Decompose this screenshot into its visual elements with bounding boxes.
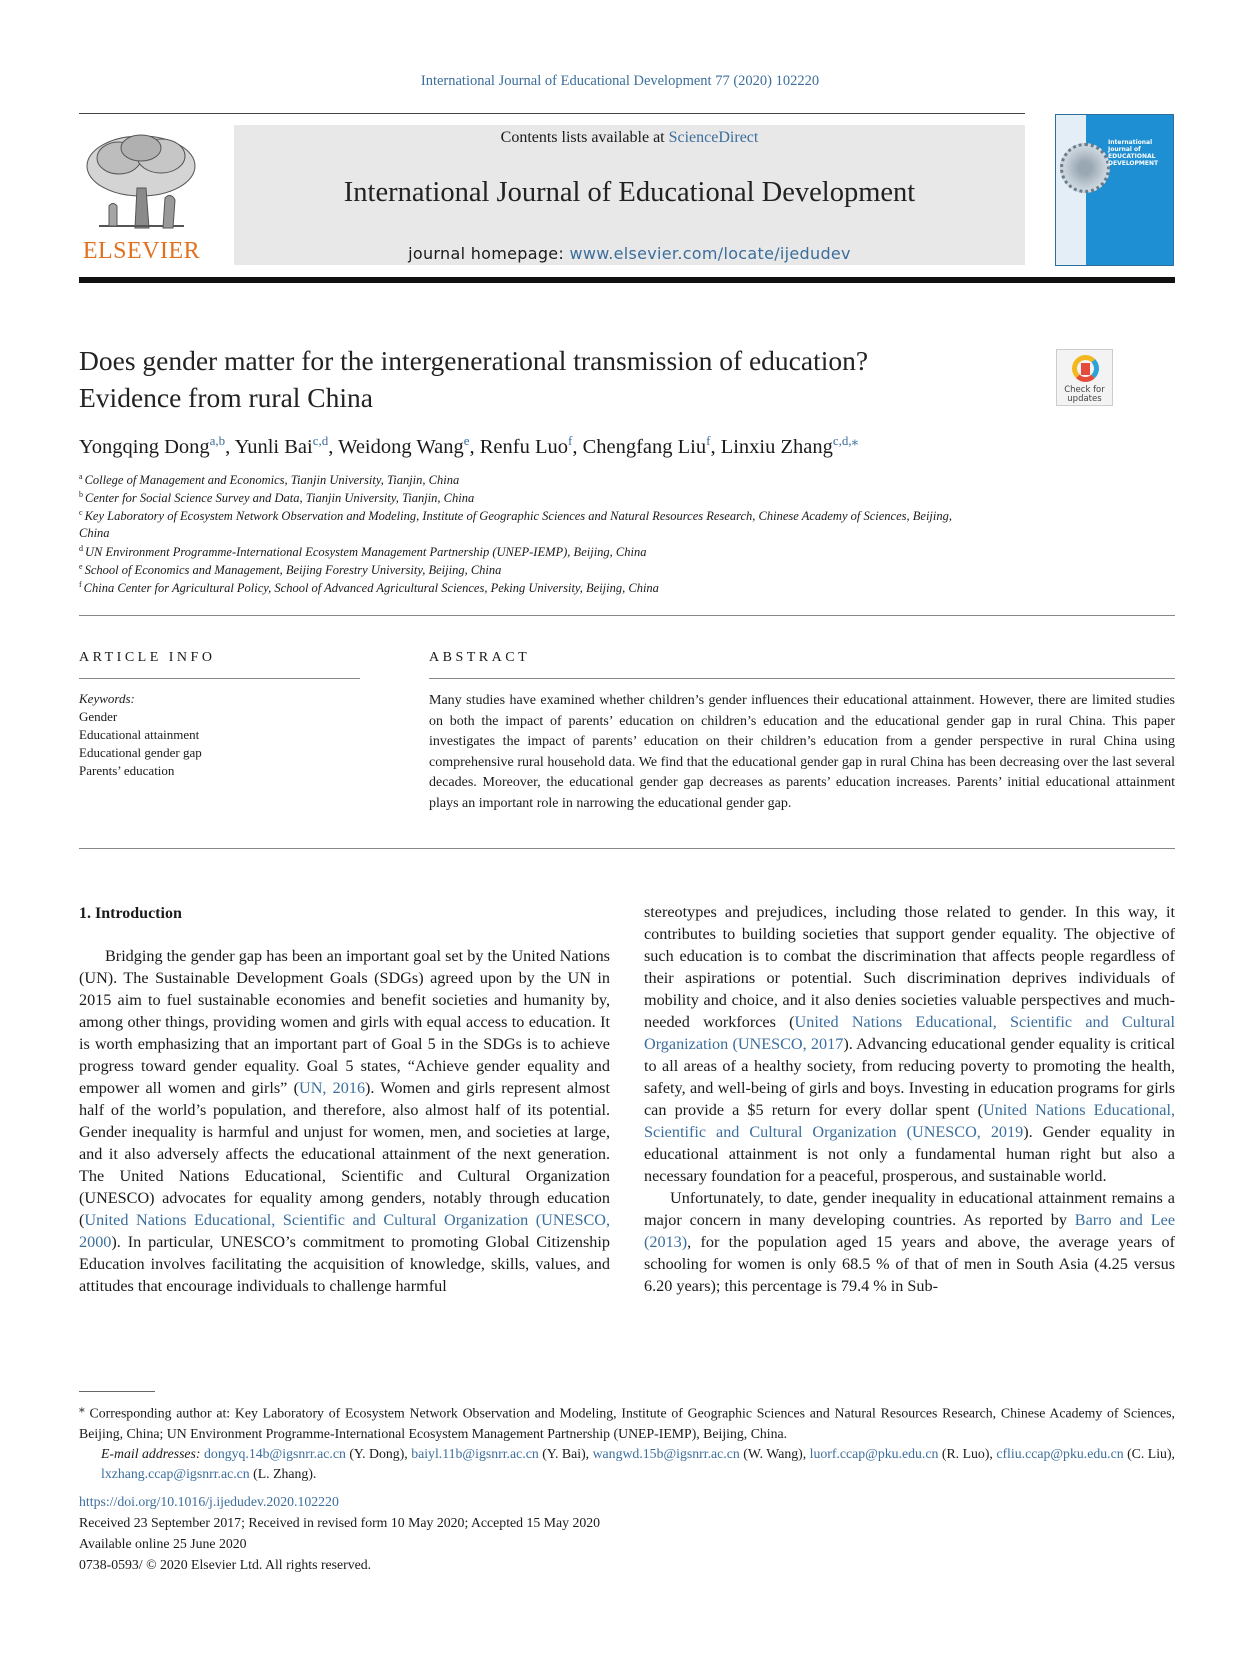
keyword-item: Educational attainment [79, 727, 200, 742]
affiliation-ref[interactable]: c,d [312, 433, 329, 448]
body-paragraph: stereotypes and prejudices, including those related to gender. In this way, it contributes to building societies that support gender equality. The objective of such education is to combat the discrimination that affects people regardless of their aspirations or potential. Such discrimination deprives individuals of mobility and choice, and it also denies societies valuable perspectives and much-needed workforces (United Nations Educational, Scientific and Cultural Organization (UNESCO, 2017). Advancing educational gender equality is critical to all areas of a healthy society, from reducing poverty to promoting the health, safety, and well-being of girls and boys. Investing in education programs for girls can provide a $5 return for every dollar spent (United Nations Educational, Scientific and Cultural Organization (UNESCO, 2019). Gender equality in educational attainment is not only a fundamental human right but also a necessary foundation for a peaceful, prosperous, and sustainable world. [644, 903, 1175, 1185]
abstract-heading: ABSTRACT [429, 650, 531, 665]
email-link[interactable]: lxzhang.ccap@igsnrr.ac.cn [101, 1465, 250, 1481]
corresponding-author-mark[interactable]: ⁎ [851, 433, 859, 448]
elsevier-wordmark: ELSEVIER [82, 238, 201, 264]
citation-link[interactable]: UN, 2016 [299, 1079, 366, 1097]
cover-emblem-icon [1060, 143, 1110, 193]
author-name: Yongqing Dong [79, 436, 210, 458]
email-addresses: E-mail addresses: dongyq.14b@igsnrr.ac.cn (Y. Dong), baiyl.11b@igsnrr.ac.cn (Y. Bai), wangwd.15b@igsnrr.ac.cn (W. Wang), luorf.ccap@pku.edu.cn (R. Luo), cfliu.ccap@pku.edu.cn (C. Liu), lxzhang.ccap@igsnrr.ac.cn (L. Zhang). [101, 1445, 1175, 1481]
article-title: Does gender matter for the intergenerational transmission of education? Evidence from rural China [79, 345, 869, 413]
affiliation-a: $^a$ College of Management and Economics, Tianjin University, Tianjin, China [79, 472, 460, 487]
crossmark-label: Check for updates [1064, 385, 1105, 404]
abstract-text: Many studies have examined whether children’s gender influences their educational attainment. However, there are limited studies on both the impact of parents’ education on children’s education and the educational gender gap in rural China. This paper investigates the impact of parents’ education on their children’s education from a gender perspective in rural China using comprehensive rural household data. We find that the educational gender gap in rural China has been decreasing over the last several decades. Moreover, the educational gender gap decreases as parents’ education increases. Parents’ initial educational attainment plays an important role in narrowing the educational gender gap. [429, 693, 1175, 811]
affiliations-rule [79, 615, 1175, 616]
copyright-line: 0738-0593/ © 2020 Elsevier Ltd. All rights reserved. [79, 1557, 372, 1572]
affiliation-b: $^b$ Center for Social Science Survey and Data, Tianjin University, Tianjin, China [79, 490, 475, 505]
available-online-date: Available online 25 June 2020 [79, 1536, 247, 1551]
author-name: Yunli Bai [234, 436, 313, 458]
body-paragraph: Bridging the gender gap has been an important goal set by the United Nations (UN). The Sustainable Development Goals (SDGs) agreed upon by the UN in 2015 aim to fuel sustainable economies and benefit societies and humanity by, among other things, providing women and girls with equal access to education. It is worth emphasizing that an important part of Goal 5 in the SDGs is to achieve progress toward gender equality. Goal 5 states, “Achieve gender equality and empower all women and girls” (UN, 2016). Women and girls represent almost half of the world’s population, and therefore, also almost half of its potential. Gender inequality is harmful and unjust for women, men, and societies at large, and it also adversely affects the educational attainment of the next generation. The United Nations Educational, Scientific and Cultural Organization (UNESCO) advocates for equality among genders, notably through education (United Nations Educational, Scientific and Cultural Organization (UNESCO, 2000). In particular, UNESCO’s commitment to promoting Global Citizenship Education involves facilitating the acquisition of knowledge, skills, values, and attitudes that encourage individuals to challenge harmful [79, 947, 610, 1295]
affiliation-ref[interactable]: c,d, [832, 433, 852, 448]
body-paragraph: Unfortunately, to date, gender inequality in educational attainment remains a major concern in many developing countries. As reported by Barro and Lee (2013), for the population aged 15 years and above, the average years of schooling for women is only 68.5 % of that of men in South Asia (4.25 versus 6.20 years); this percentage is 79.4 % in Sub- [644, 1189, 1175, 1295]
section-heading-introduction: 1. Introduction [79, 905, 182, 922]
affiliation-e: $^e$ School of Economics and Management, Beijing Forestry University, Beijing, China [79, 562, 502, 577]
affiliation-ref[interactable]: f [567, 433, 573, 448]
email-link[interactable]: luorf.ccap@pku.edu.cn [809, 1445, 939, 1461]
masthead-rule [79, 277, 1175, 283]
journal-reference[interactable]: International Journal of Educational Development 77 (2020) 102220 [420, 73, 820, 89]
keyword-item: Gender [79, 709, 118, 724]
sciencedirect-link[interactable]: ScienceDirect [668, 129, 759, 146]
author-name: Chengfang Liu [582, 436, 707, 458]
author-list: Yongqing Dong$^{a,b}$, Yunli Bai$^{c,d}$, Weidong Wang$^e$, Renfu Luo$^f$, Chengfang Liu$^f$, Linxiu Zhang$^{c,d,⁎}$ [79, 433, 859, 458]
author-name: Linxiu Zhang [720, 436, 833, 458]
header-rule [79, 113, 1025, 114]
affiliation-ref[interactable]: a,b [209, 433, 226, 448]
affiliation-ref[interactable]: e [463, 433, 470, 448]
author-name: Weidong Wang [338, 436, 464, 458]
article-info-heading: ARTICLE INFO [79, 650, 216, 665]
body-column-right [644, 901, 1175, 1297]
journal-masthead [234, 125, 1025, 265]
abstract-bottom-rule [79, 848, 1175, 849]
elsevier-logo[interactable] [79, 128, 204, 265]
journal-cover-thumbnail[interactable] [1055, 114, 1174, 266]
affiliation-ref[interactable]: f [706, 433, 711, 448]
journal-title: International Journal of Educational Development [343, 177, 916, 208]
email-link[interactable]: dongyq.14b@igsnrr.ac.cn [204, 1445, 346, 1461]
affiliation-d: $^d$ UN Environment Programme-International Ecosystem Management Partnership (UNEP-IEMP), Beijing, China [79, 544, 647, 559]
citation-link[interactable]: Barro and Lee (2013) [644, 1211, 1175, 1251]
email-link[interactable]: cfliu.ccap@pku.edu.cn [996, 1445, 1124, 1461]
body-column-left [79, 945, 610, 1297]
email-link[interactable]: baiyl.11b@igsnrr.ac.cn [411, 1445, 539, 1461]
affiliation-c-continued: China [79, 526, 110, 540]
tree-engraving-icon [79, 128, 204, 236]
footnote-rule [79, 1391, 155, 1392]
citation-link[interactable]: United Nations Educational, Scientific and Cultural Organization (UNESCO, 2019 [644, 1101, 1175, 1141]
doi-link[interactable]: https://doi.org/10.1016/j.ijedudev.2020.102220 [79, 1494, 339, 1509]
affiliation-f: $^f$ China Center for Agricultural Policy, School of Advanced Agricultural Sciences, Peking University, Beijing, China [79, 580, 659, 595]
footnote-mark: ⁎ [79, 1403, 85, 1415]
citation-link[interactable]: United Nations Educational, Scientific and Cultural Organization (UNESCO, 2017 [644, 1013, 1175, 1053]
journal-homepage-line: journal homepage: www.elsevier.com/locate/ijedudev [408, 244, 851, 263]
received-dates: Received 23 September 2017; Received in revised form 10 May 2020; Accepted 15 May 2020 [79, 1515, 601, 1530]
affiliation-c: $^c$ Key Laboratory of Ecosystem Network Observation and Modeling, Institute of Geographic Sciences and Natural Resources Research, Chinese Academy of Sciences, Beijing, [79, 508, 952, 523]
article-info-rule [79, 678, 360, 679]
keyword-item: Parents’ education [79, 763, 175, 778]
abstract-rule [429, 678, 1175, 679]
corresponding-author-footnote: ⁎ Corresponding author at: Key Laboratory of Ecosystem Network Observation and Modeling, Institute of Geographic Sciences and Natural Resources Research, Chinese Academy of Sciences, Beijing, China; UN Environment Programme-International Ecosystem Management Partnership (UNEP-IEMP), Beijing, China. E-mail addresses: dongyq.14b@igsnrr.ac.cn (Y. Dong), baiyl.11b@igsnrr.ac.cn (Y. Bai), wangwd.15b@igsnrr.ac.cn (W. Wang), luorf.ccap@pku.edu.cn (R. Luo), cfliu.ccap@pku.edu.cn (C. Liu), lxzhang.ccap@igsnrr.ac.cn (L. Zhang). [79, 1399, 1175, 1484]
keyword-item: Educational gender gap [79, 745, 202, 760]
contents-available-line: Contents lists available at ScienceDirect [500, 129, 759, 146]
author-name: Renfu Luo [479, 436, 568, 458]
citation-link[interactable]: United Nations Educational, Scientific and Cultural Organization (UNESCO, 2000 [79, 1211, 610, 1251]
cover-title: International Journal of EDUCATIONAL DEVELOPMENT [1108, 139, 1159, 167]
check-for-updates-badge[interactable] [1056, 349, 1113, 406]
bookmark-icon [1081, 363, 1090, 375]
journal-homepage-link[interactable]: www.elsevier.com/locate/ijedudev [569, 244, 851, 263]
keywords-label: Keywords: [79, 691, 135, 706]
email-link[interactable]: wangwd.15b@igsnrr.ac.cn [592, 1445, 740, 1461]
